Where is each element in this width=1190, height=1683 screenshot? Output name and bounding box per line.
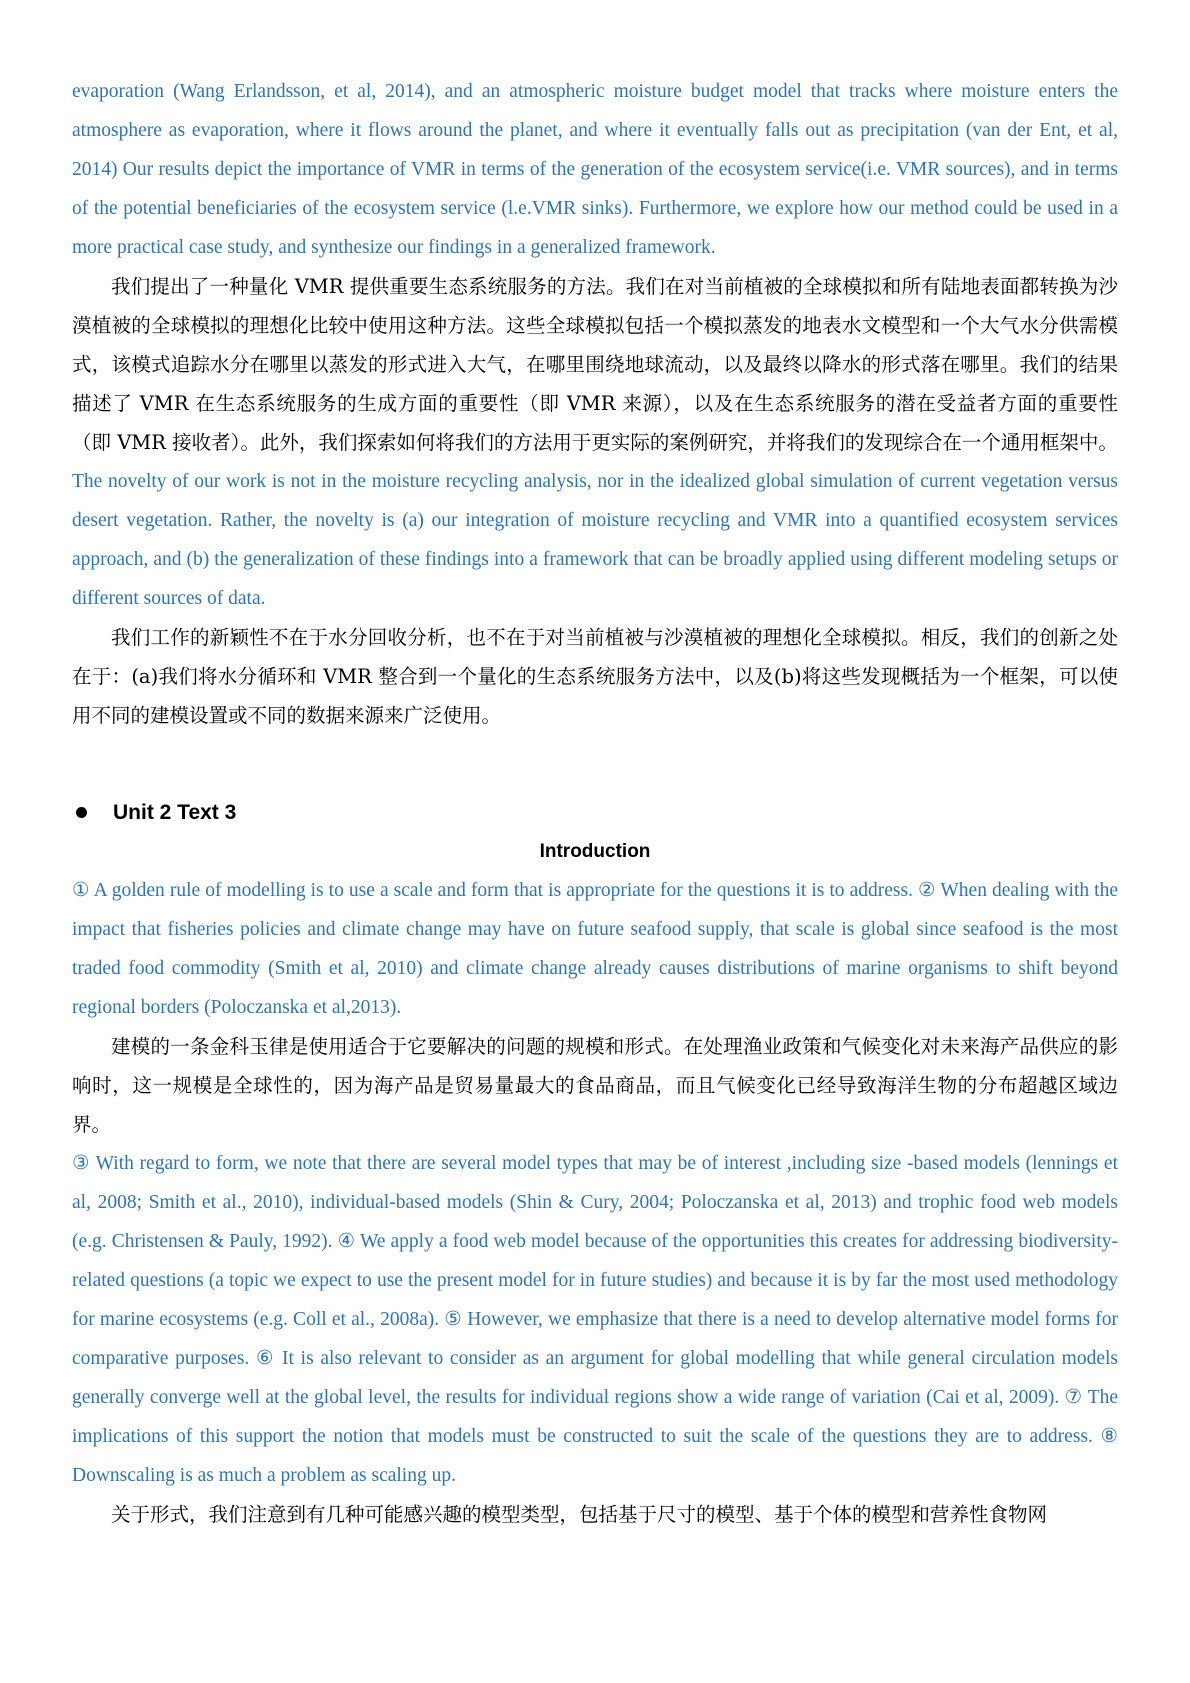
section-spacer [72,735,1118,793]
paragraph-english-3: ① A golden rule of modelling is to use a scale and form that is appropriate for the questions it is to address. ② When dealing with the impact that fisheries policies and climate change may have on future seafood supply, that scale is global since seafood is the most traded food commodity (Smith et al, 2010) and climate change already causes distributions of marine organisms to shift beyond regional borders (Poloczanska et al,2013). [72,880,1118,1018]
paragraph-english-2: The novelty of our work is not in the moisture recycling analysis, nor in the idealized global simulation of current vegetation versus desert vegetation. Rather, the novelty is (a) our integration of moisture recycling and VMR into a quantified ecosystem services approach, and (b) the generalization of these findings into a framework that can be broadly applied using different modeling setups or different sources of data. [72,471,1118,609]
paragraph-chinese-2: 我们工作的新颖性不在于水分回收分析，也不在于对当前植被与沙漠植被的理想化全球模拟。相反，我们的创新之处在于：(a)我们将水分循环和 VMR 整合到一个量化的生态系统服务方法中，以及(b)将这些发现概括为一个框架，可以使用不同的建模设置或不同的数据来源来广泛使用。 [72,626,1118,727]
paragraph-chinese-1: 我们提出了一种量化 VMR 提供重要生态系统服务的方法。我们在对当前植被的全球模拟和所有陆地表面都转换为沙漠植被的全球模拟的理想化比较中使用这种方法。这些全球模拟包括一个模拟蒸发的地表水文模型和一个大气水分供需模式，该模式追踪水分在哪里以蒸发的形式进入大气，在哪里围绕地球流动，以及最终以降水的形式落在哪里。我们的结果描述了 VMR 在生态系统服务的生成方面的重要性（即 VMR 来源），以及在生态系统服务的潜在受益者方面的重要性（即 VMR 接收者）。此外，我们探索如何将我们的方法用于更实际的案例研究，并将我们的发现综合在一个通用框架中。 [72,275,1118,454]
document-page [72,72,1118,1534]
section-heading [72,793,1118,832]
paragraph-chinese-4: 关于形式，我们注意到有几种可能感兴趣的模型类型，包括基于尺寸的模型、基于个体的模型和营养性食物网 [111,1503,1048,1526]
paragraph-english-1: evaporation (Wang Erlandsson, et al, 2014), and an atmospheric moisture budget model that tracks where moisture enters the atmosphere as evaporation, where it flows around the planet, and where it eventually falls out as precipitation (van der Ent, et al, 2014) Our results depict the importance of VMR in terms of the generation of the ecosystem service(i.e. VMR sources), and in terms of the potential beneficiaries of the ecosystem service (l.e.VMR sinks). Furthermore, we explore how our method could be used in a more practical case study, and synthesize our findings in a generalized framework. [72,81,1118,258]
bullet-icon [76,807,87,818]
paragraph-chinese-3: 建模的一条金科玉律是使用适合于它要解决的问题的规模和形式。在处理渔业政策和气候变化对未来海产品供应的影响时，这一规模是全球性的，因为海产品是贸易量最大的食品商品，而且气候变化已经导致海洋生物的分布超越区域边界。 [72,1035,1118,1136]
paragraph-english-4: ③ With regard to form, we note that there are several model types that may be of interest ,including size -based models (lennings et al, 2008; Smith et al., 2010), individual-based models (Shin & Cury, 2004; Poloczanska et al, 2013) and trophic food web models (e.g. Christensen & Pauly, 1992). ④ We apply a food web model because of the opportunities this creates for addressing biodiversity-related questions (a topic we expect to use the present model for in future studies) and because it is by far the most used methodology for marine ecosystems (e.g. Coll et al., 2008a). ⑤ However, we emphasize that there is a need to develop alternative model forms for comparative purposes. ⑥ It is also relevant to consider as an argument for global modelling that while general circulation models generally converge well at the global level, the results for individual regions show a wide range of variation (Cai et al, 2009). ⑦ The implications of this support the notion that models must be constructed to suit the scale of the questions they are to address. ⑧ Downscaling is as much a problem as scaling up. [72,1153,1118,1486]
section-title: Introduction [539,841,651,862]
section-heading-text: Unit 2 Text 3 [113,801,237,824]
